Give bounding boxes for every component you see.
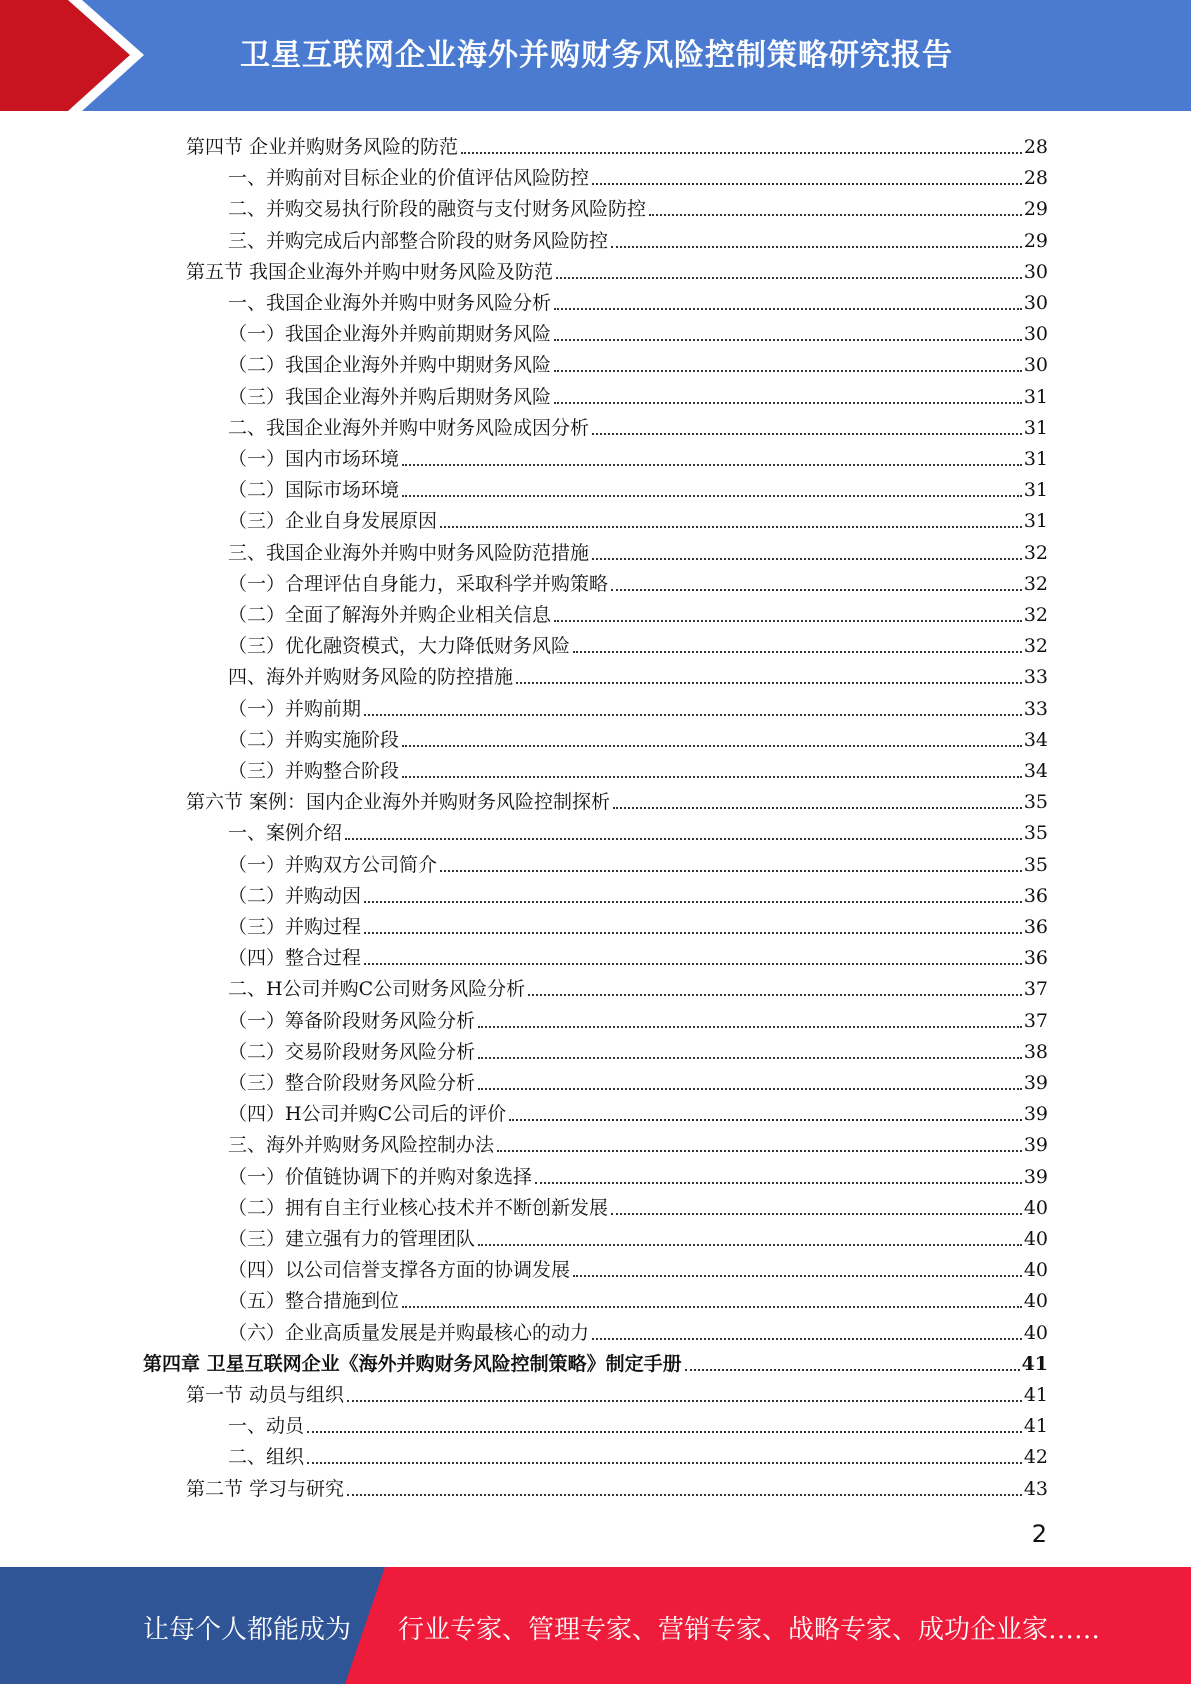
toc-entry-title: （三）企业自身发展原因 [228, 510, 438, 533]
toc-entry[interactable] [228, 284, 1048, 315]
toc-entry-title: （二）并购实施阶段 [228, 728, 400, 751]
toc-dot-leader [478, 1025, 1022, 1028]
toc-entry-title: （二）并购动因 [228, 884, 362, 907]
toc-entry[interactable] [228, 1095, 1048, 1126]
toc-entry-title: （三）我国企业海外并购后期财务风险 [228, 385, 552, 408]
toc-dot-leader [347, 1493, 1022, 1496]
toc-entry-title: （五）整合措施到位 [228, 1290, 400, 1313]
toc-entry-title: 二、组织 [228, 1446, 305, 1469]
toc-entry-title: 第四章 卫星互联网企业《海外并购财务风险控制策略》制定手册 [143, 1352, 682, 1375]
toc-dot-leader [461, 151, 1022, 154]
toc-dot-leader [573, 650, 1022, 653]
toc-entry-page: 34 [1023, 728, 1048, 751]
toc-dot-leader [478, 1087, 1022, 1090]
toc-entry-title: 一、我国企业海外并购中财务风险分析 [228, 292, 552, 314]
toc-entry[interactable] [186, 128, 1048, 159]
toc-dot-leader [554, 338, 1022, 341]
toc-entry[interactable] [228, 1438, 1048, 1469]
toc-entry-page: 40 [1023, 1228, 1048, 1250]
toc-entry-page: 31 [1023, 479, 1048, 502]
toc-entry[interactable] [228, 1282, 1048, 1313]
toc-entry[interactable] [186, 783, 1048, 814]
toc-entry[interactable] [228, 1064, 1048, 1095]
toc-entry-page: 36 [1023, 884, 1048, 907]
page-header [0, 0, 1191, 111]
toc-entry-title: （二）国际市场环境 [228, 479, 400, 502]
toc-entry-page: 35 [1023, 822, 1048, 845]
toc-entry-title: 三、海外并购财务风险控制办法 [228, 1134, 495, 1157]
toc-entry[interactable] [228, 970, 1048, 1001]
toc-entry-page: 37 [1023, 978, 1048, 1001]
toc-entry-page: 40 [1023, 1196, 1048, 1219]
toc-dot-leader [402, 1305, 1022, 1308]
toc-entry[interactable] [186, 253, 1048, 284]
toc-entry[interactable] [228, 939, 1048, 970]
toc-dot-leader [611, 588, 1022, 591]
toc-entry-page: 30 [1023, 260, 1048, 283]
toc-dot-leader [364, 713, 1022, 716]
toc-entry-page: 30 [1023, 292, 1048, 314]
toc-entry-page: 41 [1023, 1384, 1048, 1406]
toc-entry[interactable] [228, 346, 1048, 377]
toc-entry-title: 三、并购完成后内部整合阶段的财务风险防控 [228, 229, 609, 252]
toc-entry-page: 31 [1023, 510, 1048, 533]
toc-dot-leader [554, 369, 1022, 372]
toc-dot-leader [592, 432, 1022, 435]
toc-entry-title: 三、我国企业海外并购中财务风险防范措施 [228, 541, 590, 564]
toc-entry-page: 29 [1023, 198, 1048, 221]
toc-entry-title: （三）整合阶段财务风险分析 [228, 1072, 476, 1094]
toc-entry[interactable] [228, 877, 1048, 908]
toc-entry-page: 39 [1023, 1103, 1048, 1126]
page-number: 2 [1031, 1520, 1047, 1548]
toc-entry-title: （四）整合过程 [228, 947, 362, 970]
toc-entry[interactable] [228, 1251, 1048, 1282]
toc-entry-title: 二、并购交易执行阶段的融资与支付财务风险防控 [228, 198, 647, 221]
toc-entry-page: 31 [1023, 448, 1048, 470]
toc-entry-page: 32 [1023, 572, 1048, 595]
toc-dot-leader [554, 307, 1022, 310]
toc-entry-title: （一）并购双方公司简介 [228, 853, 438, 876]
toc-entry-page: 30 [1023, 354, 1048, 377]
toc-entry[interactable] [228, 1002, 1048, 1033]
toc-dot-leader [345, 837, 1022, 840]
toc-entry-title: （二）交易阶段财务风险分析 [228, 1040, 476, 1063]
toc-entry[interactable] [228, 596, 1048, 627]
toc-entry-page: 39 [1023, 1072, 1048, 1094]
arrow-decoration-icon [0, 0, 160, 111]
toc-entry[interactable] [228, 690, 1048, 721]
toc-entry[interactable] [228, 222, 1048, 253]
toc-entry-title: 一、并购前对目标企业的价值评估风险防控 [228, 167, 590, 190]
toc-entry-page: 42 [1023, 1446, 1048, 1469]
footer-slogan-right: 行业专家、管理专家、营销专家、战略专家、成功企业家…… [398, 1615, 1101, 1645]
toc-dot-leader [554, 401, 1022, 404]
toc-entry[interactable] [228, 658, 1048, 689]
toc-entry[interactable] [228, 440, 1048, 471]
toc-entry-page: 31 [1023, 416, 1048, 439]
toc-dot-leader [535, 1181, 1022, 1184]
toc-entry-page: 31 [1023, 385, 1048, 408]
toc-entry-page: 35 [1023, 791, 1048, 814]
toc-entry-page: 40 [1023, 1290, 1048, 1313]
toc-dot-leader [307, 1461, 1022, 1464]
toc-entry-page: 28 [1023, 136, 1048, 158]
toc-entry[interactable] [228, 846, 1048, 877]
toc-dot-leader [364, 900, 1022, 903]
toc-entry-title: 二、我国企业海外并购中财务风险成因分析 [228, 416, 590, 439]
toc-entry[interactable] [228, 1407, 1048, 1438]
toc-entry-title: 第五节 我国企业海外并购中财务风险及防范 [186, 260, 554, 283]
toc-entry-page: 28 [1023, 167, 1048, 190]
toc-entry-page: 32 [1023, 635, 1048, 658]
toc-entry-page: 33 [1023, 666, 1048, 689]
toc-entry-title: 四、海外并购财务风险的防控措施 [228, 666, 514, 689]
toc-dot-leader [307, 1430, 1022, 1433]
toc-entry-title: （二）我国企业海外并购中期财务风险 [228, 354, 552, 377]
toc-entry-title: 第六节 案例：国内企业海外并购财务风险控制探析 [186, 791, 611, 814]
toc-entry-page: 32 [1023, 604, 1048, 626]
toc-entry-title: 第四节 企业并购财务风险的防范 [186, 136, 459, 158]
toc-entry[interactable] [228, 908, 1048, 939]
toc-entry-page: 35 [1023, 853, 1048, 876]
toc-entry-page: 30 [1023, 323, 1048, 346]
toc-dot-leader [402, 494, 1022, 497]
toc-dot-leader [611, 245, 1022, 248]
footer-slogan-left: 让每个人都能成为 [143, 1615, 352, 1645]
toc-dot-leader [649, 213, 1022, 216]
toc-entry-title: （三）并购整合阶段 [228, 760, 400, 782]
toc-dot-leader [613, 806, 1022, 809]
toc-entry[interactable] [228, 534, 1048, 565]
toc-entry-title: （一）国内市场环境 [228, 448, 400, 470]
toc-entry-title: （三）优化融资模式，大力降低财务风险 [228, 635, 571, 658]
toc-entry-title: 二、H公司并购C公司财务风险分析 [228, 978, 526, 1001]
toc-entry[interactable] [228, 378, 1048, 409]
toc-entry-title: （一）并购前期 [228, 697, 362, 720]
toc-entry-title: 第二节 学习与研究 [186, 1477, 345, 1500]
toc-dot-leader [528, 993, 1022, 996]
toc-entry-title: （三）建立强有力的管理团队 [228, 1228, 476, 1250]
toc-dot-leader [347, 1399, 1022, 1402]
toc-dot-leader [478, 1243, 1022, 1246]
toc-entry[interactable] [228, 1189, 1048, 1220]
toc-entry-page: 41 [1021, 1352, 1048, 1375]
toc-entry-page: 38 [1023, 1040, 1048, 1063]
toc-entry-title: （二）拥有自主行业核心技术并不断创新发展 [228, 1196, 609, 1219]
toc-dot-leader [440, 869, 1022, 872]
toc-entry-title: 一、动员 [228, 1415, 305, 1438]
toc-entry-title: （四）以公司信誉支撑各方面的协调发展 [228, 1259, 571, 1282]
toc-entry-page: 39 [1023, 1165, 1048, 1188]
toc-dot-leader [402, 744, 1022, 747]
toc-entry-page: 40 [1023, 1259, 1048, 1282]
toc-entry[interactable] [228, 409, 1048, 440]
toc-entry[interactable] [228, 159, 1048, 190]
toc-entry-page: 40 [1023, 1321, 1048, 1344]
toc-dot-leader [516, 681, 1022, 684]
toc-dot-leader [592, 1337, 1022, 1340]
toc-entry-title: （三）并购过程 [228, 916, 362, 938]
toc-entry[interactable] [228, 752, 1048, 783]
toc-entry[interactable] [228, 627, 1048, 658]
toc-entry-title: （一）筹备阶段财务风险分析 [228, 1009, 476, 1032]
toc-entry-page: 37 [1023, 1009, 1048, 1032]
toc-entry[interactable] [228, 1033, 1048, 1064]
toc-entry-page: 34 [1023, 760, 1048, 782]
toc-entry-title: 一、案例介绍 [228, 822, 343, 845]
toc-dot-leader [440, 525, 1022, 528]
toc-entry-page: 32 [1023, 541, 1048, 564]
toc-entry-page: 29 [1023, 229, 1048, 252]
toc-entry-page: 33 [1023, 697, 1048, 720]
toc-dot-leader [402, 463, 1022, 466]
toc-dot-leader [556, 276, 1022, 279]
toc-entry[interactable] [186, 1470, 1048, 1501]
toc-dot-leader [592, 182, 1022, 185]
toc-entry-page: 41 [1023, 1415, 1048, 1438]
toc-entry-page: 43 [1023, 1477, 1048, 1500]
toc-entry[interactable] [186, 1376, 1048, 1407]
toc-dot-leader [573, 1274, 1022, 1277]
toc-dot-leader [611, 1212, 1022, 1215]
toc-entry[interactable] [228, 565, 1048, 596]
toc-entry-title: （一）我国企业海外并购前期财务风险 [228, 323, 552, 346]
toc-entry[interactable] [228, 814, 1048, 845]
toc-entry-title: （四）H公司并购C公司后的评价 [228, 1103, 507, 1126]
toc-entry[interactable] [228, 1314, 1048, 1345]
toc-entry[interactable] [228, 1220, 1048, 1251]
toc-entry-title: 第一节 动员与组织 [186, 1384, 345, 1406]
toc-entry-title: （一）价值链协调下的并购对象选择 [228, 1165, 533, 1188]
toc-dot-leader [364, 962, 1022, 965]
toc-entry[interactable] [228, 1158, 1048, 1189]
toc-entry-title: （一）合理评估自身能力，采取科学并购策略 [228, 572, 609, 595]
toc-entry-page: 36 [1023, 947, 1048, 970]
toc-entry[interactable] [228, 502, 1048, 533]
toc-dot-leader [554, 619, 1022, 622]
toc-entry-title: （二）全面了解海外并购企业相关信息 [228, 604, 552, 626]
toc-dot-leader [364, 931, 1022, 934]
toc-entry-title: （六）企业高质量发展是并购最核心的动力 [228, 1321, 590, 1344]
report-title: 卫星互联网企业海外并购财务风险控制策略研究报告 [240, 38, 953, 73]
toc-dot-leader [685, 1368, 1020, 1371]
toc-entry-page: 39 [1023, 1134, 1048, 1157]
toc-dot-leader [509, 1118, 1022, 1121]
toc-entry-page: 36 [1023, 916, 1048, 938]
toc-dot-leader [402, 775, 1022, 778]
toc-entry[interactable] [143, 1345, 1048, 1376]
toc-entry[interactable] [228, 190, 1048, 221]
toc-entry[interactable] [228, 315, 1048, 346]
toc-dot-leader [478, 1056, 1022, 1059]
toc-entry[interactable] [228, 471, 1048, 502]
toc-dot-leader [592, 557, 1022, 560]
toc-entry[interactable] [228, 721, 1048, 752]
page-footer [0, 1567, 1191, 1684]
toc-entry[interactable] [228, 1126, 1048, 1157]
toc-dot-leader [497, 1149, 1022, 1152]
